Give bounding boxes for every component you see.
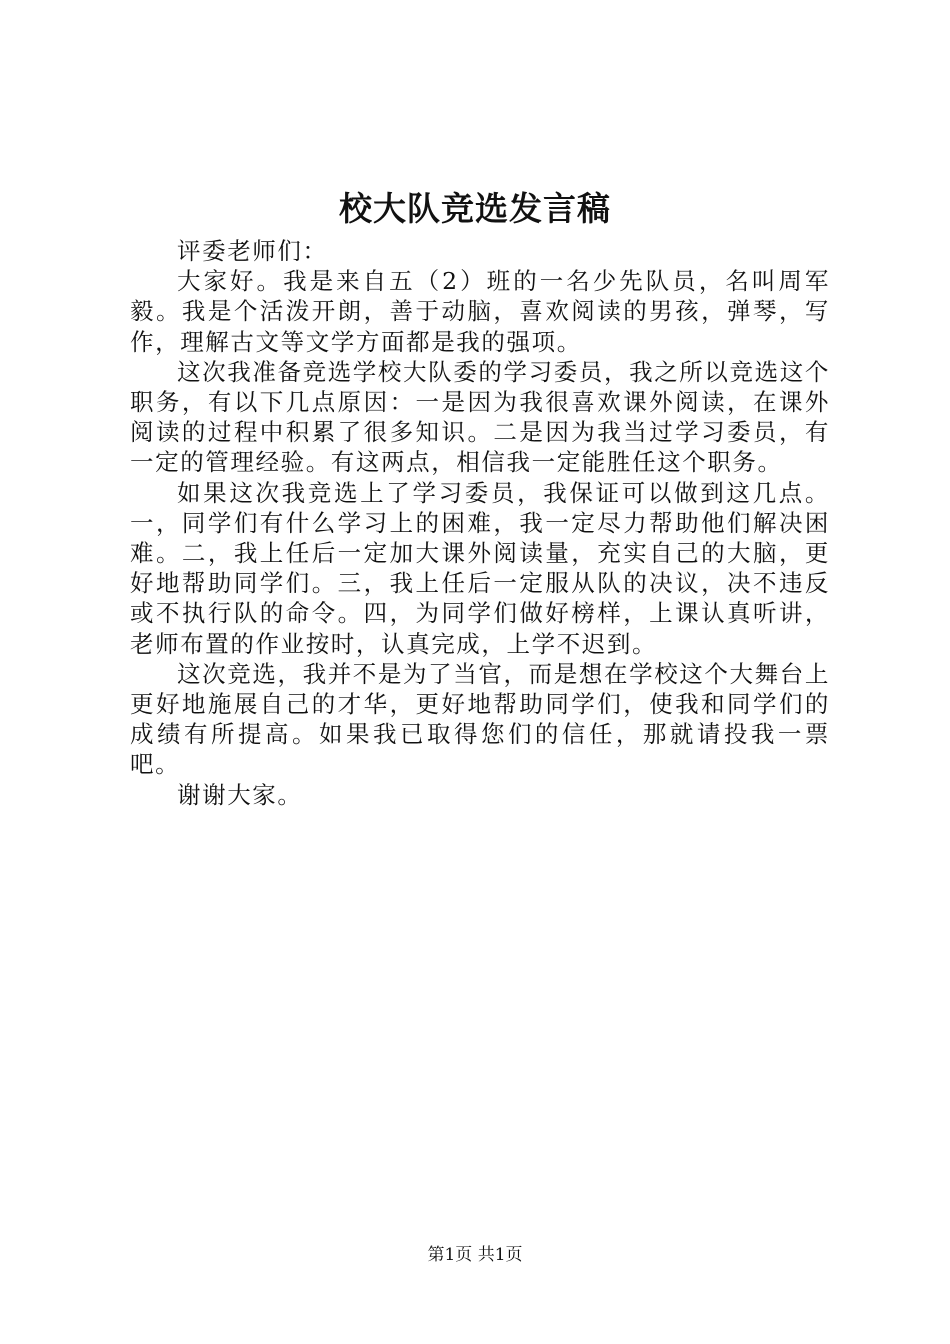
reasons-paragraph: 这次我准备竞选学校大队委的学习委员，我之所以竞选这个职务，有以下几点原因：一是因为我很喜欢课外阅读，在课外阅读的过程中积累了很多知识。二是因为我当过学习委员，有一定的管理经验。有这两点，相信我一定能胜任这个职务。 [130, 357, 830, 477]
document-body [130, 236, 830, 810]
salutation-paragraph: 评委老师们： [177, 237, 328, 265]
introduction-paragraph: 大家好。我是来自五（2）班的一名少先队员，名叫周军毅。我是个活泼开朗，善于动脑，喜欢阅读的男孩，弹琴，写作，理解古文等文学方面都是我的强项。 [130, 267, 830, 356]
thanks-paragraph: 谢谢大家。 [177, 780, 303, 809]
page-number-footer: 第1页 共1页 [427, 1245, 523, 1265]
promises-paragraph: 如果这次我竞选上了学习委员，我保证可以做到这几点。一，同学们有什么学习上的困难，我一定尽力帮助他们解决困难。二，我上任后一定加大课外阅读量，充实自己的大脑，更好地帮助同学们。三，我上任后一定服从队的决议，决不违反或不执行队的命令。四，为同学们做好榜样，上课认真听讲，老师布置的作业按时，认真完成，上学不迟到。 [130, 478, 830, 658]
closing-paragraph: 这次竞选，我并不是为了当官，而是想在学校这个大舞台上更好地施展自己的才华，更好地帮助同学们，使我和同学们的成绩有所提高。如果我已取得您们的信任，那就请投我一票吧。 [130, 659, 830, 779]
document-title: 校大队竞选发言稿 [339, 189, 611, 228]
